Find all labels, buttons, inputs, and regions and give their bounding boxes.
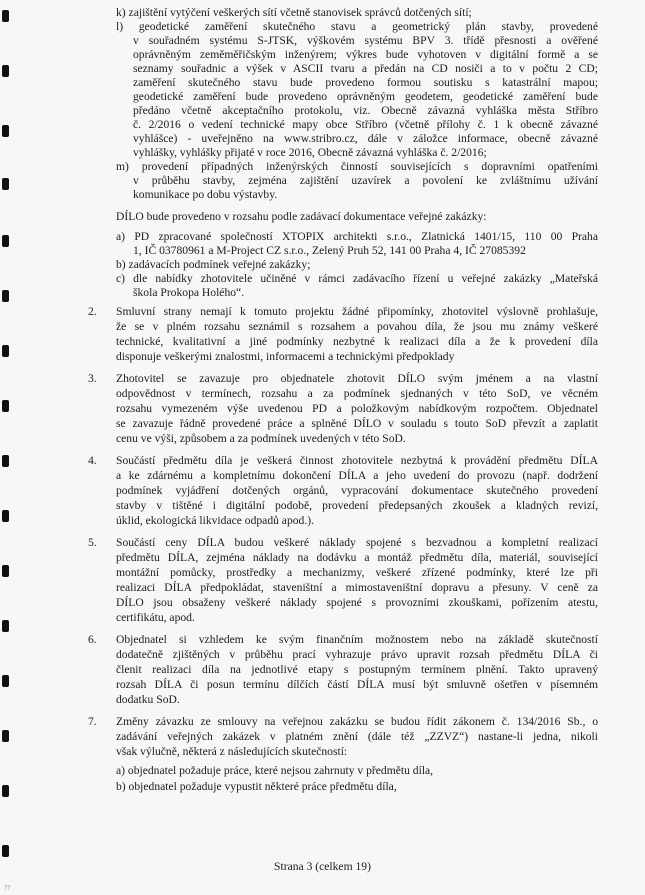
text-line: k) zajištění vytýčení veškerých sítí včetně stanovisek správců dotčených sítí; <box>116 6 472 19</box>
text-line: rozsah DÍLA či posun termínu dílčích částí DÍLA musí být smluvně ošetřen v písemném <box>116 678 598 691</box>
text-line: v souřadném systému S-JTSK, výškovém systému BPV 3. třídě přesnosti a ověřené <box>133 34 598 47</box>
text-line: seznamy souřadnic a výšek v ASCII tvaru a předán na CD nosiči a to v počtu 2 CD; <box>133 62 598 75</box>
scan-edge-mark: ?? <box>4 884 11 892</box>
text-line: vyhlášce) - uveřejněno na www.stribro.cz, dále v záložce informace, obecně závazné <box>133 132 598 145</box>
text-line: se zavazuje řádně provedené práce a splněné DÍLO v souladu s touto SoD převzít a zaplatit <box>116 417 598 430</box>
text-line: a) PD zpracované společností XTOPIX architekti s.r.o., Zlatnická 1401/15, 110 00 Praha <box>116 230 598 243</box>
text-line: b) objednatel požaduje vypustit některé práce předmětu díla, <box>116 780 397 793</box>
text-line: a ke zdárnému a kompletnímu dokončení DÍLA a jeho uvedení do provozu (např. dodržení <box>116 469 598 482</box>
item-number: 4. <box>88 454 97 467</box>
text-line: však výlučně, některá z následujících skutečností: <box>116 745 348 758</box>
text-line: dodatečně zjištěných v průběhu prací vyhrazuje právo upravit rozsah předmětu DÍLA či <box>116 648 598 661</box>
text-line: Součástí ceny DÍLA budou veškeré náklady spojené s bezvadnou a kompletní realizací <box>116 536 598 549</box>
item-number: 5. <box>88 536 97 549</box>
text-line: rozsahu vymezeném výše uvedenou PD a položkovým nabídkovým rozpočtem. Objednatel <box>116 402 598 415</box>
text-line: technické, kvalitativní a jiné podmínky nezbytné k realizaci díla a že k provedení díla <box>116 335 598 348</box>
text-line: členit realizaci díla na jednotlivé etapy s postupným termínem plnění. Takto upravený <box>116 663 598 676</box>
text-line: že se v plném rozsahu seznámil s rozsahem a povahou díla, že jsou mu známy veškeré <box>116 320 598 333</box>
item-number: 6. <box>88 633 97 646</box>
item-number: 3. <box>88 372 97 385</box>
text-line: disponuje veškerými znalostmi, informacemi a technickými předpoklady <box>116 350 455 363</box>
text-line: dodatku SoD. <box>116 693 180 706</box>
text-line: DÍLO jsou obsaženy veškeré náklady spojené s provozními zkouškami, pořízením atestu, <box>116 596 598 609</box>
text-line: Součástí předmětu díla je veškerá činnost zhotovitele nezbytná k provádění předmětu DÍLA <box>116 454 598 467</box>
text-line: zadávání veřejných zakázek v platném znění (dále též „ZZVZ“) nastane-li jedna, nikoli <box>116 730 598 743</box>
text-line: m) provedení případných inženýrských činností souvisejících s dopravními opatřeními <box>116 160 598 173</box>
text-line: předmětu DÍLA, zejména náklady na dodávku a montáž předmětu díla, materiál, související <box>116 551 598 564</box>
text-line: a) objednatel požaduje práce, které nejsou zahrnuty v předmětu díla, <box>116 764 434 777</box>
text-line: škola Prokopa Holého“. <box>133 286 245 299</box>
item-number: 2. <box>88 305 97 318</box>
text-line: DÍLO bude provedeno v rozsahu podle zadávací dokumentace veřejné zakázky: <box>116 210 487 223</box>
text-line: podmínek vyjádření dotčených orgánů, vypracování dokumentace skutečného provedení <box>116 484 598 497</box>
text-line: Změny závazku ze smlouvy na veřejnou zakázku se budou řídit zákonem č. 134/2016 Sb., o <box>116 715 598 728</box>
item-number: 7. <box>88 715 97 728</box>
text-line: komunikace po dobu výstavby. <box>133 188 278 201</box>
page-footer: Strana 3 (celkem 19) <box>274 860 371 873</box>
text-line: montážní pomůcky, prostředky a mechanizmy, veškeré zřízené podmínky, které lze při <box>116 566 598 579</box>
text-line: v průběhu stavby, zejména zajištění uzavírek a povolení ke zvláštnímu užívání <box>133 174 598 187</box>
text-line: č. 2/2016 o vedení technické mapy obce Stříbro (včetně přílohy č. 1 k obecně závazné <box>133 118 598 131</box>
text-line: geodetické zaměření bude provedeno oprávněným geodetem, geodetické zaměření bude <box>133 90 598 103</box>
text-line: l) geodetické zaměření skutečného stavu a geometrický plán stavby, provedené <box>116 20 598 33</box>
text-line: Zhotovitel se zavazuje pro objednatele zhotovit DÍLO svým jménem a na vlastní <box>116 372 598 385</box>
text-line: certifikátu, apod. <box>116 611 195 624</box>
text-line: 1, IČ 03780961 a M-Project CZ s.r.o., Zelený Pruh 52, 141 00 Praha 4, IČ 27085392 <box>133 244 526 257</box>
text-line: realizaci DÍLA předpokládat, staveništní a mimostaveništní dopravu a přesuny. V ceně za <box>116 581 598 594</box>
text-line: b) zadávacích podmínek veřejné zakázky; <box>116 258 311 271</box>
text-line: Smluvní strany nemají k tomuto projektu žádné připomínky, zhotovitel výslovně prohlašuje, <box>116 305 598 318</box>
text-line: předáno včetně akceptačního protokolu, viz. Obecně závazná vyhláška města Stříbro <box>133 104 598 117</box>
text-line: Objednatel si vzhledem ke svým finančním možnostem nebo na základě skutečností <box>116 633 598 646</box>
text-line: zaměření skutečného stavu bude provedeno formou soutisku s katastrální mapou; <box>133 76 598 89</box>
text-line: c) dle nabídky zhotovitele učiněné v rámci zadávacího řízení u veřejné zakázky „Mateřská <box>116 272 598 285</box>
text-line: úklid, ekologická likvidace odpadů apod.). <box>116 514 315 527</box>
text-line: stavby v tištěné i digitální podobě, provedení předepsaných zkoušek a kladných revizí, <box>116 499 598 512</box>
text-line: vyhlášky, vyhlášky přijaté v roce 2016, Obecně závazná vyhláška č. 2/2016; <box>133 146 487 159</box>
text-line: cenu ve výši, způsobem a za podmínek uvedených v této SoD. <box>116 432 406 445</box>
text-line: odpovědnost v termínech, rozsahu a za podmínek sjednaných v této SoD, ve věcném <box>116 387 598 400</box>
text-line: oprávněným zeměměřičským inženýrem; výkres bude vyhotoven v digitální formě a se <box>133 48 598 61</box>
